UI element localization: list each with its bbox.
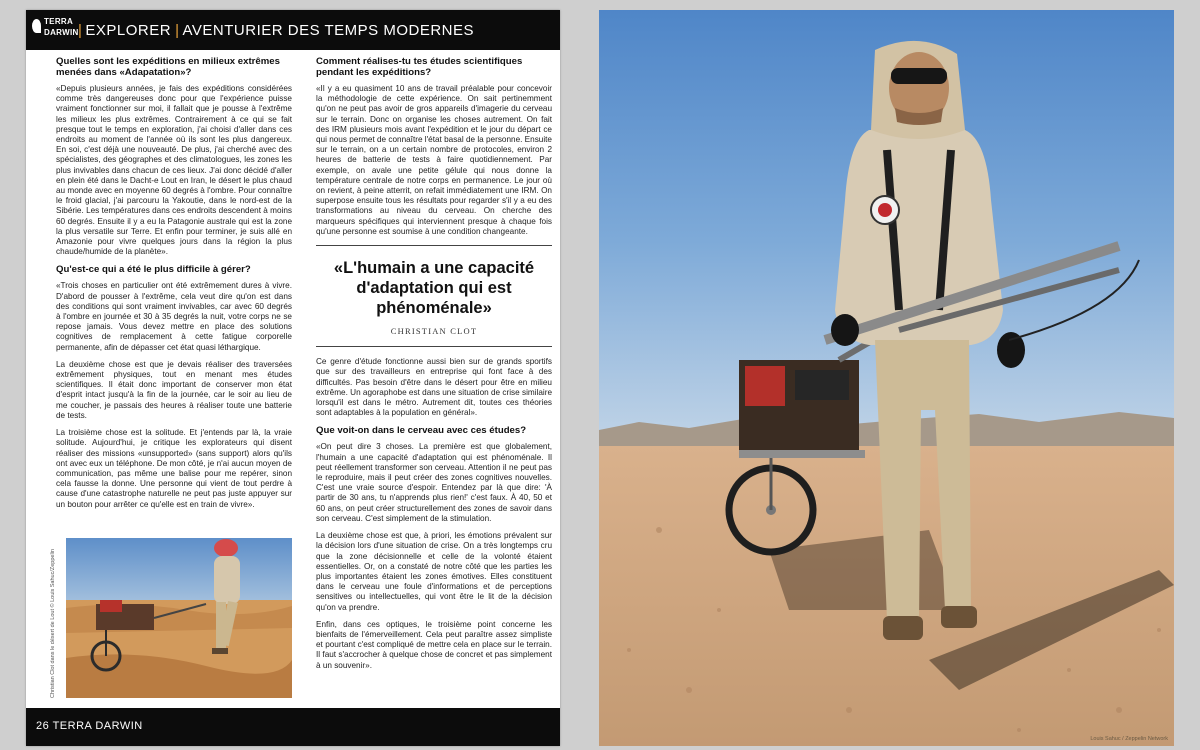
header-bar <box>26 10 560 50</box>
question-heading: Qu'est-ce qui a été le plus difficile à gérer? <box>56 264 251 276</box>
photo-credit-text: Christian Clot dans le désert de Lout © Louis Sahuc/Zeppelin <box>50 549 56 698</box>
inset-photo-desert-walker <box>66 538 292 698</box>
answer-paragraph: «Il y a eu quasiment 10 ans de travail préalable pour concevoir la méthodologie de cette expérience. On sait pertinemment qu'on ne peut pas avoir de gros appareils d'imagerie du cerveau sur le terrain. Donc on organise les choses autrement. On fait des IRM plusieurs mois avant l'expédition et le jour du départ ce qui nous permet de connaître l'état basal de la personne. Ensuite sur le terrain, on a un certain nombre de protocoles, environ 2 heures de batterie de tests à faire quotidiennement. Par exemple, on avale une petite gélule qui nous donne la température centrale de notre corps en permanence. Le jour où on revient, à peine atterrit, on refait immédiatement une IRM. On superpose ensuite tous les résultats pour regarder s'il y a eu des transformations au niveau du cerveau. On cherche des marqueurs spécifiques qui interviennent presque à chaque fois qu'une personne est soumise à une condition changeante. <box>316 84 552 236</box>
logo-top-text: TERRA <box>44 17 74 26</box>
answer-paragraph: Enfin, dans ces optiques, le troisième point concerne les bienfaits de l'émerveillement. Cela peut paraître assez simpliste et pourtant c'est compliqué de mettre cela en place sur le terrain. Il faut s'accrocher à quelque chose de concret et pas simplement à un souvenir». <box>316 619 552 670</box>
footer-bar <box>26 708 560 746</box>
answer-paragraph: «Depuis plusieurs années, je fais des expéditions considérées comme très dangereuses donc pour que l'expérience puisse vraiment fonctionner sur moi, il fallait que je pousse à l'extrême les milieux les plus extrêmes. Contrairement à ce qui se fait presque tout le temps en exploration, j'ai choisi d'aller dans ces endroits au moment de l'année où ils sont les plus dangereux. En soi, c'est déjà une nouveauté. De plus, j'ai cherché avec des spécialistes, des géographes et des climatologues, les zones les plus invivables dans chacun de ces lieux. J'ai donc décidé d'aller en plein été dans le Dacht-e Lout en Iran, le désert le plus chaud au monde avec en moyenne 60 degrés à l'ombre. Pour connaître le froid glacial, j'ai parcouru la Yakoutie, dans le nord-est de la Sibérie. Les températures dans ces endroits descendent à moins 60 degrés. Ensuite il y a eu la Patagonie australe qui est la zone la plus versatile sur Terre. Et enfin pour terminer, je suis allé en Amazonie pour vivre quelques jours dans la région la plus chaude/humide de la planète». <box>56 84 292 257</box>
question-heading: Que voit-on dans le cerveau avec ces études? <box>316 425 527 437</box>
right-page-photo <box>599 10 1174 746</box>
answer-paragraph: Ce genre d'étude fonctionne aussi bien sur de grands sportifs que sur des travailleurs en entreprise qui font face à des difficultés. Pas besoin d'être dans le désert pour être en milieu extrême. Un agoraphobe est dans une situation de crise similaire lorsqu'il est dans le métro. Autrement dit, toutes ces théories sont adaptables à la population en général». <box>316 357 552 418</box>
question-heading: Quelles sont les expéditions en milieux extrêmes menées dans «Adapatation»? <box>56 56 280 78</box>
page-folio: 26 TERRA DARWIN <box>36 720 143 732</box>
section-name: EXPLORER <box>85 22 172 39</box>
terra-darwin-logo <box>30 15 79 45</box>
divider: | <box>78 22 83 39</box>
explorer-photo-illustration <box>599 10 1174 746</box>
section-title <box>74 22 474 39</box>
left-page <box>26 10 560 746</box>
column-right <box>316 56 552 678</box>
answer-paragraph: La deuxième chose est que, à priori, les émotions prévalent sur la décision lors d'une situation de crise. On a très longtemps cru que la zone décisionnelle et celle de la volonté étaient essentielles. Or, on a constaté de notre côté que les parties les plus importantes étaient les zones émotives. Elles constituent dans le cerveau une foule d'informations et de perceptions sensitives ou intellectuelles, qui vont être le lit de la décision qu'on va prendre. <box>316 531 552 612</box>
answer-paragraph: La troisième chose est la solitude. Et j'entends par là, la vraie solitude. Aujourd'hui, je critique les explorateurs qui disent réaliser des missions «unsupported» (sans support) alors qu'ils ont avec eux un téléphone. De mon côté, je n'ai aucun moyen de communication, pas même une balise pour me repérer, sinon cela fausse la donne. Une personne qui vient de tout perdre à cause d'une catastrophe naturelle ne peut pas juste appuyer sur un bouton pour arrêter ce qu'elle est en train de vivre». <box>56 428 292 509</box>
column-left <box>56 56 292 517</box>
answer-paragraph: «Trois choses en particulier ont été extrêmement dures à vivre. D'abord de pousser à l'extrême, cela veut dire qu'on est dans des conditions qui sont vraiment invivables, car avec 60 degrés à l'ombre en journée et 30 à 35 degrés la nuit, votre corps ne se repose jamais. Vous devez mettre en place des solutions cognitives de remplacement à cette fatigue corporelle permanente, afin de dépasser cet état quasi léthargique. <box>56 281 292 352</box>
pull-quote <box>316 245 552 347</box>
logo-bottom-text: DARWIN <box>44 28 79 37</box>
logo-mark-icon <box>32 19 41 33</box>
pull-quote-text: «L'humain a une capacité d'adaptation qui est phénoménale» <box>333 259 535 318</box>
pull-quote-author: CHRISTIAN CLOT <box>390 326 478 337</box>
photo-credit <box>48 550 60 700</box>
question-heading: Comment réalises-tu tes études scientifiques pendant les expéditions? <box>316 56 523 78</box>
answer-paragraph: «On peut dire 3 choses. La première est que globalement, l'humain a une capacité d'adaptation qui est phénoménale. Il peut réellement transformer son cerveau. Attention il ne peut pas le reproduire, mais il peut créer des zones cognitives nouvelles. C'est une vraie source d'espoir. Entendez par là que dire: 'À partir de 30 ans, tu n'apprends plus rien!' c'est faux. À 40, 50 et 60 ans, on peut créer structurellement des zones de savoir dans son cerveau. C'est simplement de la stimulation. <box>316 442 552 523</box>
divider: | <box>175 22 180 39</box>
inset-photo-illustration <box>66 538 292 698</box>
subsection-name: AVENTURIER DES TEMPS MODERNES <box>182 22 475 39</box>
answer-paragraph: La deuxième chose est que je devais réaliser des traversées extrêmement physiques, tout en menant mes études scientifiques. Il était donc important de conserver mon état d'esprit intact jusqu'à la fin de la journée, car le soir au lieu de me coucher, je passais des heures à réaliser toute une batterie de tests. <box>56 359 292 420</box>
photo-credit-right: Louis Sahuc / Zeppelin Network <box>1090 736 1168 742</box>
